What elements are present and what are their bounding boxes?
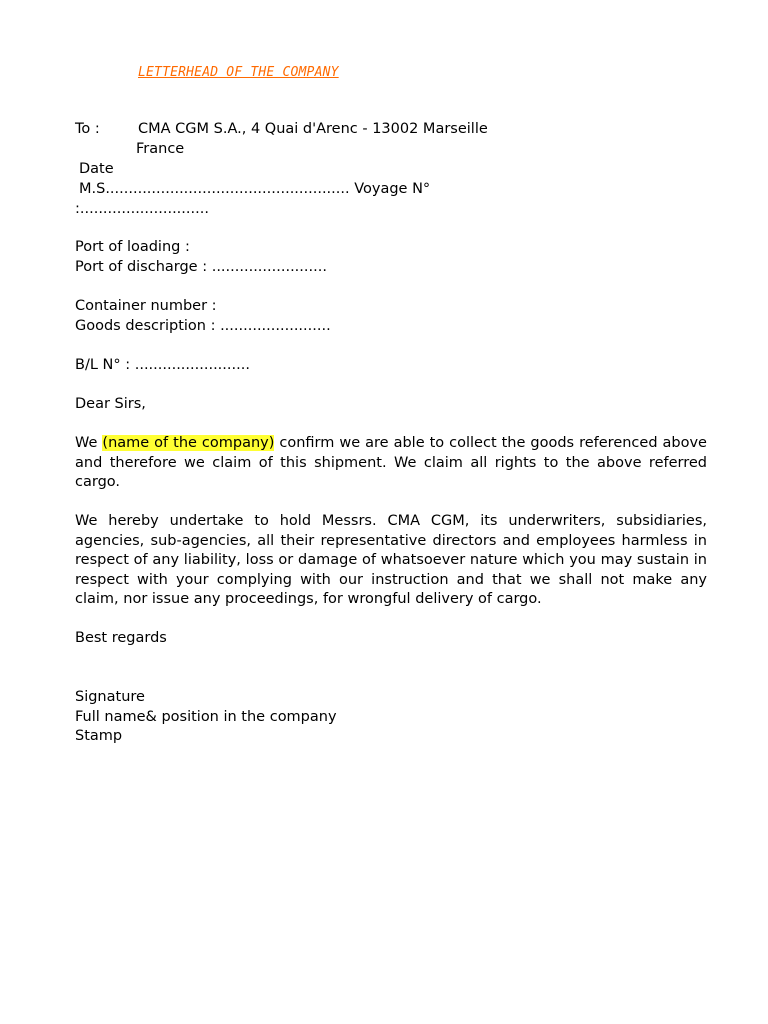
confirmation-paragraph: [75, 434, 707, 493]
closing: Best regards: [75, 630, 167, 646]
company-name-placeholder: (name of the company): [102, 435, 275, 451]
bl-number: B/L N° : .........................: [75, 357, 250, 373]
port-of-discharge: Port of discharge : .........................: [75, 259, 327, 275]
paragraph1-suffix: confirm we are able to collect the goods referenced above and therefore we claim of this shipment. We claim all rights to the above referred cargo.: [75, 435, 707, 490]
container-number: Container number :: [75, 298, 217, 314]
signature-label: Signature: [75, 689, 145, 705]
letterhead-title: LETTERHEAD OF THE COMPANY: [138, 65, 339, 80]
to-label: To :: [75, 121, 100, 137]
recipient-country: France: [136, 141, 185, 157]
recipient-address: CMA CGM S.A., 4 Quai d'Arenc - 13002 Marseille: [138, 121, 488, 137]
indemnity-paragraph: We hereby undertake to hold Messrs. CMA CGM, its underwriters, subsidiaries, agencies, sub-agencies, all their representative directors and employees harmless in respect of any liability, loss or damage of whatsoever nature which you may sustain in respect with your complying with our instruction and that we shall not make any claim, nor issue any proceedings, for wrongful delivery of cargo.: [75, 513, 707, 607]
vessel-voyage-line: M.S..................................................... Voyage N°: [79, 181, 431, 197]
full-name-position-label: Full name& position in the company: [75, 709, 337, 725]
stamp-label: Stamp: [75, 728, 123, 744]
date-label: Date: [79, 161, 114, 177]
paragraph1-prefix: We: [75, 435, 103, 451]
voyage-number-dots: :............................: [75, 201, 209, 217]
salutation: Dear Sirs,: [75, 396, 146, 412]
goods-description: Goods description : ........................: [75, 318, 331, 334]
port-of-loading: Port of loading :: [75, 239, 190, 255]
